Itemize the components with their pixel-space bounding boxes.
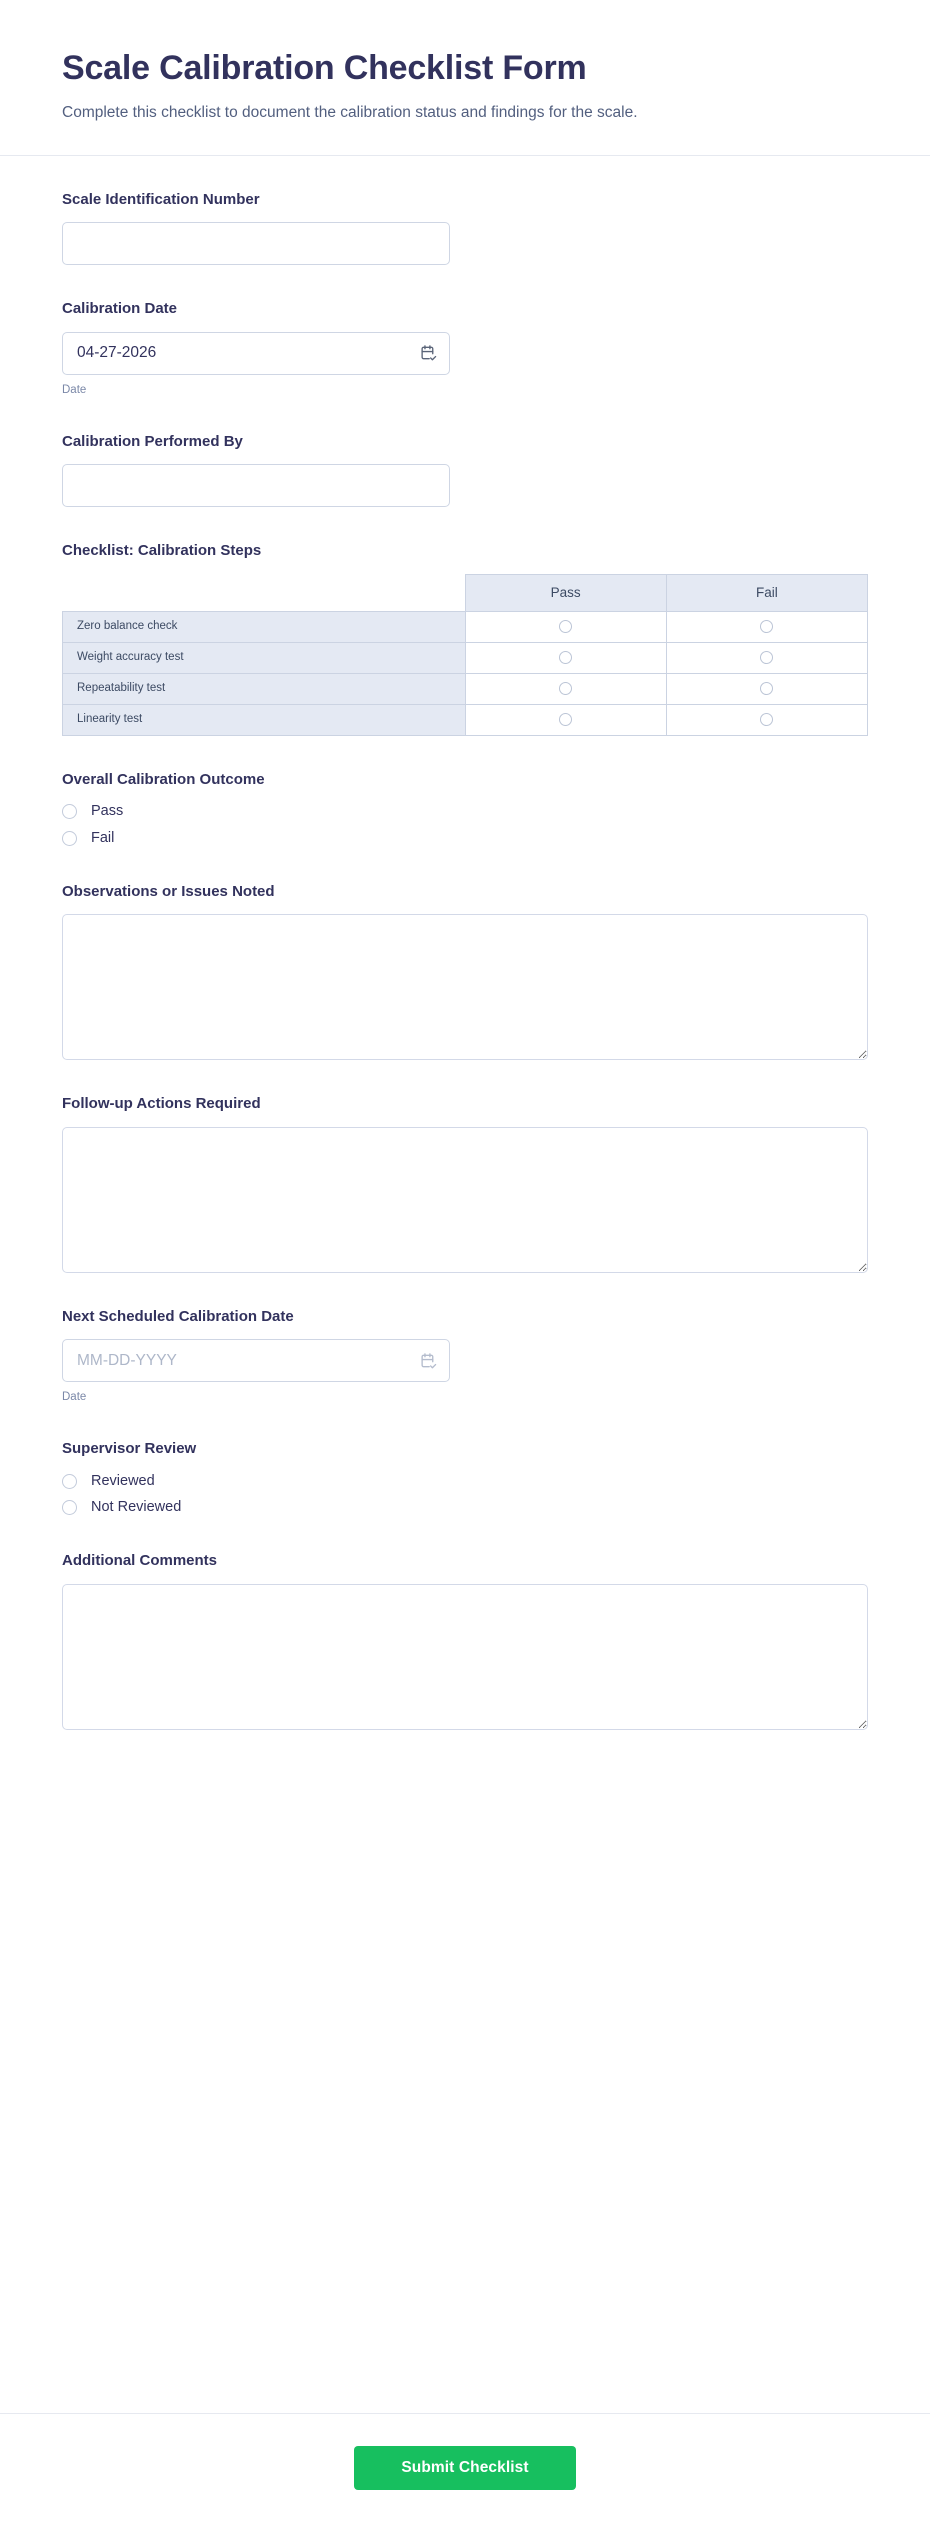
matrix-radio-cell-zero-balance-check-fail[interactable] [666, 611, 867, 642]
matrix-radio-cell-repeatability-test-pass[interactable] [465, 673, 666, 704]
matrix-radio-cell-linearity-test-pass[interactable] [465, 704, 666, 735]
table-row [63, 642, 868, 673]
helper-next-scheduled-calibration-date: Date [62, 1391, 87, 1404]
matrix-row-label-repeatability-test: Repeatability test [63, 673, 466, 704]
radio-button-weight-accuracy-test-pass[interactable] [559, 651, 572, 664]
radio-label-outcome-pass: Pass [91, 803, 124, 820]
label-overall-calibration-outcome: Overall Calibration Outcome [62, 770, 265, 788]
label-scale-identification-number: Scale Identification Number [62, 190, 260, 208]
checklist-matrix-table [62, 574, 868, 736]
radio-group-overall-calibration-outcome [62, 802, 868, 848]
field-follow-up-actions-required [62, 1094, 868, 1273]
form-body [0, 156, 930, 2413]
next-scheduled-calibration-date-wrapper [62, 1339, 450, 1382]
follow-up-actions-required-textarea[interactable] [62, 1127, 868, 1273]
field-observations-or-issues-noted [62, 882, 868, 1061]
matrix-row-label-linearity-test: Linearity test [63, 704, 466, 735]
field-additional-comments [62, 1551, 868, 1730]
matrix-column-header-fail: Fail [666, 574, 867, 611]
additional-comments-textarea[interactable] [62, 1584, 868, 1730]
table-row [63, 611, 868, 642]
page-subtitle: Complete this checklist to document the calibration status and findings for the scale. [62, 103, 638, 121]
field-overall-calibration-outcome [62, 770, 868, 848]
field-scale-identification-number [62, 190, 868, 266]
calibration-date-input[interactable] [62, 332, 450, 375]
calibration-date-wrapper [62, 332, 450, 375]
matrix-corner-cell [63, 574, 466, 611]
next-scheduled-calibration-date-input[interactable] [62, 1339, 450, 1382]
matrix-radio-cell-repeatability-test-fail[interactable] [666, 673, 867, 704]
field-calibration-date [62, 299, 868, 397]
radio-option-supervisor-reviewed[interactable] [62, 1472, 868, 1491]
field-next-scheduled-calibration-date [62, 1307, 868, 1405]
radio-button-zero-balance-check-fail[interactable] [760, 620, 773, 633]
field-checklist-calibration-steps [62, 541, 868, 736]
matrix-radio-cell-weight-accuracy-test-fail[interactable] [666, 642, 867, 673]
label-additional-comments: Additional Comments [62, 1552, 218, 1570]
checklist-matrix-wrapper [62, 574, 868, 736]
matrix-radio-cell-linearity-test-fail[interactable] [666, 704, 867, 735]
label-supervisor-review: Supervisor Review [62, 1440, 197, 1458]
radio-button-outcome-pass[interactable] [62, 804, 77, 819]
radio-button-linearity-test-pass[interactable] [559, 713, 572, 726]
matrix-radio-cell-weight-accuracy-test-pass[interactable] [465, 642, 666, 673]
scale-identification-number-input[interactable] [62, 222, 450, 265]
page-title: Scale Calibration Checklist Form [62, 49, 587, 87]
radio-option-supervisor-not-reviewed[interactable] [62, 1498, 868, 1517]
submit-checklist-button[interactable]: Submit Checklist [354, 2446, 576, 2490]
label-checklist-calibration-steps: Checklist: Calibration Steps [62, 542, 262, 560]
helper-calibration-date: Date [62, 383, 87, 396]
radio-label-supervisor-not-reviewed: Not Reviewed [91, 1499, 182, 1516]
radio-button-repeatability-test-fail[interactable] [760, 682, 773, 695]
radio-button-repeatability-test-pass[interactable] [559, 682, 572, 695]
field-calibration-performed-by [62, 432, 868, 508]
radio-label-outcome-fail: Fail [91, 829, 115, 846]
label-observations-or-issues-noted: Observations or Issues Noted [62, 882, 275, 900]
checklist-matrix-body [63, 611, 868, 735]
radio-button-linearity-test-fail[interactable] [760, 713, 773, 726]
radio-button-zero-balance-check-pass[interactable] [559, 620, 572, 633]
radio-button-weight-accuracy-test-fail[interactable] [760, 651, 773, 664]
radio-group-supervisor-review [62, 1472, 868, 1518]
table-row [63, 673, 868, 704]
radio-label-supervisor-reviewed: Reviewed [91, 1472, 155, 1489]
radio-button-supervisor-reviewed[interactable] [62, 1474, 77, 1489]
label-next-scheduled-calibration-date: Next Scheduled Calibration Date [62, 1307, 294, 1325]
calibration-performed-by-input[interactable] [62, 464, 450, 507]
observations-or-issues-noted-textarea[interactable] [62, 914, 868, 1060]
checklist-matrix-head [63, 574, 868, 611]
matrix-row-label-zero-balance-check: Zero balance check [63, 611, 466, 642]
radio-button-supervisor-not-reviewed[interactable] [62, 1500, 77, 1515]
checklist-header-row [63, 574, 868, 611]
table-row [63, 704, 868, 735]
field-supervisor-review [62, 1439, 868, 1517]
label-calibration-performed-by: Calibration Performed By [62, 432, 243, 450]
form-footer [0, 2413, 930, 2530]
form-header [0, 0, 930, 156]
radio-option-outcome-pass[interactable] [62, 802, 868, 821]
matrix-radio-cell-zero-balance-check-pass[interactable] [465, 611, 666, 642]
label-calibration-date: Calibration Date [62, 300, 178, 318]
matrix-row-label-weight-accuracy-test: Weight accuracy test [63, 642, 466, 673]
matrix-column-header-pass: Pass [465, 574, 666, 611]
radio-option-outcome-fail[interactable] [62, 829, 868, 848]
radio-button-outcome-fail[interactable] [62, 831, 77, 846]
label-follow-up-actions-required: Follow-up Actions Required [62, 1095, 261, 1113]
